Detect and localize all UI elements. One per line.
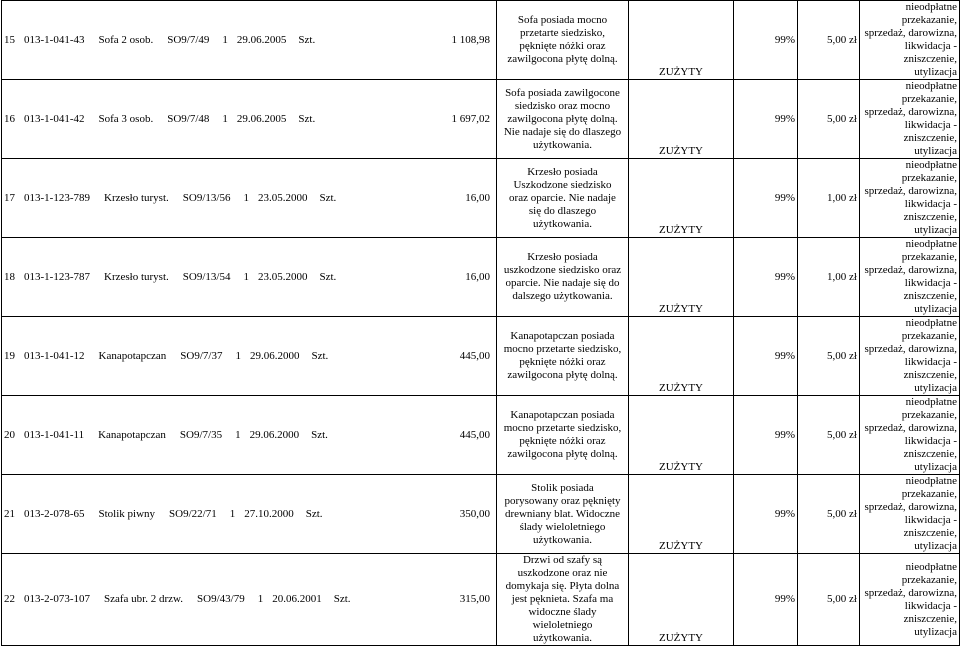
item-symbol: SO9/7/48	[167, 112, 210, 125]
disposal-method-line: likwidacja - zniszczenie,	[903, 435, 957, 460]
estimated-value: 5,00 zł	[798, 80, 860, 159]
estimated-value: 1,00 zł	[798, 159, 860, 238]
disposal-method-line: utylizacja	[914, 145, 957, 157]
disposal-method	[860, 1, 960, 80]
description-line: użytkowania.	[533, 533, 592, 546]
item-name: Szafa ubr. 2 drzw.	[104, 593, 184, 605]
description-line: dalszego użytkowania.	[512, 290, 613, 302]
row-number: 18	[4, 270, 15, 283]
description-line: uszkodzone siedzisko oraz	[503, 264, 622, 276]
unit-of-measure: Szt.	[298, 33, 316, 46]
inventory-table	[1, 0, 960, 646]
item-symbol: SO9/13/54	[182, 270, 231, 283]
acquisition-date: 29.06.2000	[249, 349, 300, 362]
acquisition-date: 29.06.2005	[236, 33, 287, 46]
item-quantity: 1	[243, 191, 249, 204]
description-line: Sofa posiada zawilgocone	[505, 86, 620, 99]
status-cell: ZUŻYTY	[629, 475, 734, 554]
row-number: 15	[4, 33, 15, 46]
item-symbol: SO9/7/37	[180, 349, 223, 362]
condition-description	[497, 317, 629, 396]
description-line: domykaja się. Płyta dolna	[505, 580, 620, 592]
acquisition-date: 29.06.2005	[236, 112, 287, 125]
disposal-method-line: sprzedaż, darowizna,	[864, 422, 957, 434]
item-quantity: 1	[222, 33, 228, 46]
description-line: oparcie. Nie nadaje się do	[505, 277, 620, 289]
estimated-value: 5,00 zł	[798, 317, 860, 396]
description-line: Krzesło posiada	[527, 251, 598, 263]
description-line: widoczne ślady	[528, 606, 597, 618]
disposal-method-line: likwidacja - zniszczenie,	[903, 356, 957, 381]
item-details-cell	[2, 159, 497, 238]
description-line: oraz oparcie. Nie nadaje	[509, 191, 616, 204]
item-name: Sofa 2 osob.	[98, 33, 154, 46]
row-number: 19	[4, 349, 15, 362]
disposal-method-line: sprzedaż, darowizna,	[864, 185, 957, 197]
status-cell: ZUŻYTY	[629, 238, 734, 317]
unit-of-measure: Szt.	[333, 593, 351, 605]
disposal-method	[860, 317, 960, 396]
row-number: 21	[4, 507, 15, 520]
disposal-method-line: nieodpłatne przekazanie,	[901, 1, 957, 26]
condition-description	[497, 1, 629, 80]
inventory-number: 013-1-123-787	[24, 270, 90, 283]
inventory-number: 013-1-041-42	[24, 112, 85, 125]
item-name: Krzesło turyst.	[104, 191, 169, 204]
estimated-value: 5,00 zł	[798, 1, 860, 80]
disposal-method-line: nieodpłatne przekazanie,	[901, 238, 957, 263]
estimated-value: 1,00 zł	[798, 238, 860, 317]
wear-percent: 99%	[734, 554, 798, 646]
disposal-method-line: utylizacja	[914, 382, 957, 394]
item-details-cell	[2, 238, 497, 317]
status-cell: ZUŻYTY	[629, 554, 734, 646]
condition-description	[497, 80, 629, 159]
item-name: Stolik piwny	[98, 507, 156, 520]
disposal-method-line: nieodpłatne przekazanie,	[901, 159, 957, 184]
initial-value: 315,00	[459, 593, 490, 605]
inventory-number: 013-1-123-789	[24, 191, 90, 204]
item-details-cell	[2, 396, 497, 475]
disposal-method	[860, 396, 960, 475]
disposal-method-line: nieodpłatne przekazanie,	[901, 317, 957, 342]
disposal-method-line: sprzedaż, darowizna,	[864, 264, 957, 276]
initial-value: 16,00	[465, 191, 490, 204]
item-name: Krzesło turyst.	[104, 270, 169, 283]
status-cell: ZUŻYTY	[629, 1, 734, 80]
acquisition-date: 20.06.2001	[272, 593, 322, 605]
disposal-method	[860, 159, 960, 238]
item-details-cell	[2, 554, 497, 646]
description-line: ślady wieloletniego	[519, 520, 606, 533]
status-cell: ZUŻYTY	[629, 317, 734, 396]
description-line: porysowany oraz pęknięty	[504, 494, 621, 507]
description-line: przetarte siedzisko,	[520, 27, 605, 39]
disposal-method-line: likwidacja - zniszczenie,	[903, 599, 957, 625]
disposal-method-line: likwidacja - zniszczenie,	[903, 198, 957, 223]
item-details-cell	[2, 1, 497, 80]
description-line: Nie nadaje się do dlaszego	[503, 125, 622, 138]
wear-percent: 99%	[734, 238, 798, 317]
unit-of-measure: Szt.	[298, 112, 316, 125]
description-line: jest pęknieta. Szafa ma	[511, 593, 614, 605]
disposal-method	[860, 554, 960, 646]
description-line: zawilgocona płytę dolną.	[507, 112, 618, 125]
disposal-method-line: sprzedaż, darowizna,	[864, 27, 957, 39]
acquisition-date: 23.05.2000	[257, 270, 308, 283]
item-quantity: 1	[235, 349, 241, 362]
acquisition-date: 29.06.2000	[249, 428, 300, 441]
row-number: 20	[4, 428, 15, 441]
wear-percent: 99%	[734, 159, 798, 238]
description-line: Kanapotapczan posiada	[510, 409, 615, 421]
description-line: mocno przetarte siedzisko,	[503, 422, 622, 434]
disposal-method	[860, 475, 960, 554]
unit-of-measure: Szt.	[311, 349, 329, 362]
disposal-method-line: likwidacja - zniszczenie,	[903, 514, 957, 539]
unit-of-measure: Szt.	[311, 428, 328, 441]
acquisition-date: 23.05.2000	[257, 191, 308, 204]
initial-value: 1 697,02	[451, 112, 490, 125]
inventory-number: 013-1-041-12	[24, 349, 85, 362]
disposal-method-line: sprzedaż, darowizna,	[864, 343, 957, 355]
estimated-value: 5,00 zł	[798, 554, 860, 646]
condition-description	[497, 396, 629, 475]
disposal-method-line: likwidacja - zniszczenie,	[903, 40, 957, 65]
status-cell: ZUŻYTY	[629, 80, 734, 159]
status-cell: ZUŻYTY	[629, 396, 734, 475]
description-line: użytkowania.	[533, 138, 592, 151]
description-line: zawilgocona płytę dolną.	[507, 53, 618, 65]
table-row	[2, 238, 960, 317]
item-symbol: SO9/22/71	[169, 507, 217, 520]
description-line: użytkowania.	[533, 217, 592, 230]
condition-description	[497, 159, 629, 238]
description-line: Stolik posiada	[531, 481, 594, 494]
description-line: Uszkodzone siedzisko	[513, 178, 612, 191]
description-line: Drzwi od szafy są	[522, 554, 603, 566]
inventory-number: 013-2-078-65	[24, 507, 85, 520]
item-quantity: 1	[243, 270, 249, 283]
item-quantity: 1	[235, 428, 241, 441]
description-line: pęknięte nóżki oraz	[519, 40, 606, 52]
item-details-cell	[2, 80, 497, 159]
item-details-cell	[2, 475, 497, 554]
description-line: drewniany blat. Widoczne	[504, 507, 621, 520]
disposal-method	[860, 80, 960, 159]
wear-percent: 99%	[734, 1, 798, 80]
disposal-method-line: sprzedaż, darowizna,	[864, 106, 957, 118]
item-symbol: SO9/7/35	[179, 428, 223, 441]
wear-percent: 99%	[734, 475, 798, 554]
disposal-method-line: utylizacja	[914, 224, 957, 236]
description-line: zawilgocona płytę dolną.	[507, 448, 618, 460]
initial-value: 1 108,98	[451, 33, 490, 46]
disposal-method-line: utylizacja	[914, 625, 957, 638]
item-name: Kanapotapczan	[98, 349, 167, 362]
description-line: Krzesło posiada	[527, 165, 598, 178]
inventory-number: 013-2-073-107	[24, 593, 90, 605]
item-quantity: 1	[229, 507, 236, 520]
unit-of-measure: Szt.	[305, 507, 323, 520]
table-row	[2, 317, 960, 396]
table-row	[2, 80, 960, 159]
disposal-method-line: utylizacja	[914, 66, 957, 78]
disposal-method-line: sprzedaż, darowizna,	[864, 586, 957, 599]
estimated-value: 5,00 zł	[798, 475, 860, 554]
table-row	[2, 159, 960, 238]
disposal-method-line: nieodpłatne przekazanie,	[901, 560, 957, 586]
row-number: 22	[4, 593, 15, 605]
disposal-method-line: nieodpłatne przekazanie,	[901, 475, 957, 500]
wear-percent: 99%	[734, 396, 798, 475]
wear-percent: 99%	[734, 317, 798, 396]
initial-value: 445,00	[459, 349, 490, 362]
condition-description	[497, 554, 629, 646]
disposal-method-line: likwidacja - zniszczenie,	[903, 277, 957, 302]
disposal-method-line: nieodpłatne przekazanie,	[901, 396, 957, 421]
row-number: 16	[4, 112, 15, 125]
inventory-number: 013-1-041-11	[24, 428, 85, 441]
estimated-value: 5,00 zł	[798, 396, 860, 475]
description-line: siedzisko oraz mocno	[514, 99, 611, 112]
item-name: Sofa 3 osob.	[98, 112, 154, 125]
row-number: 17	[4, 191, 15, 204]
item-quantity: 1	[257, 593, 264, 605]
disposal-method-line: likwidacja - zniszczenie,	[903, 119, 957, 144]
initial-value: 350,00	[459, 507, 490, 520]
unit-of-measure: Szt.	[319, 270, 337, 283]
description-line: się do dlaszego	[528, 204, 597, 217]
condition-description	[497, 475, 629, 554]
description-line: zawilgocona płytę dolną.	[507, 369, 618, 381]
wear-percent: 99%	[734, 80, 798, 159]
acquisition-date: 27.10.2000	[244, 507, 294, 520]
table-row	[2, 554, 960, 646]
disposal-method	[860, 238, 960, 317]
inventory-number: 013-1-041-43	[24, 33, 85, 46]
description-line: wieloletniego	[532, 619, 593, 631]
description-line: pęknięte nóżki oraz	[519, 356, 606, 368]
item-details-cell	[2, 317, 497, 396]
condition-description	[497, 238, 629, 317]
table-row	[2, 396, 960, 475]
initial-value: 445,00	[459, 428, 490, 441]
item-symbol: SO9/13/56	[182, 191, 231, 204]
description-line: Sofa posiada mocno	[517, 14, 608, 26]
table-row	[2, 1, 960, 80]
disposal-method-line: utylizacja	[914, 303, 957, 315]
initial-value: 16,00	[465, 270, 490, 283]
description-line: pęknięte nóżki oraz	[519, 435, 606, 447]
status-cell: ZUŻYTY	[629, 159, 734, 238]
table-row	[2, 475, 960, 554]
inventory-table-body	[2, 1, 960, 646]
item-name: Kanapotapczan	[98, 428, 166, 441]
item-symbol: SO9/7/49	[167, 33, 210, 46]
disposal-method-line: utylizacja	[914, 461, 957, 473]
item-symbol: SO9/43/79	[197, 593, 245, 605]
description-line: mocno przetarte siedzisko,	[503, 343, 622, 355]
unit-of-measure: Szt.	[319, 191, 337, 204]
disposal-method-line: utylizacja	[914, 540, 957, 552]
disposal-method-line: sprzedaż, darowizna,	[864, 501, 957, 513]
item-quantity: 1	[222, 112, 228, 125]
description-line: uszkodzone oraz nie	[517, 567, 608, 579]
disposal-method-line: nieodpłatne przekazanie,	[901, 80, 957, 105]
description-line: użytkowania.	[533, 632, 592, 644]
description-line: Kanapotapczan posiada	[510, 330, 615, 342]
